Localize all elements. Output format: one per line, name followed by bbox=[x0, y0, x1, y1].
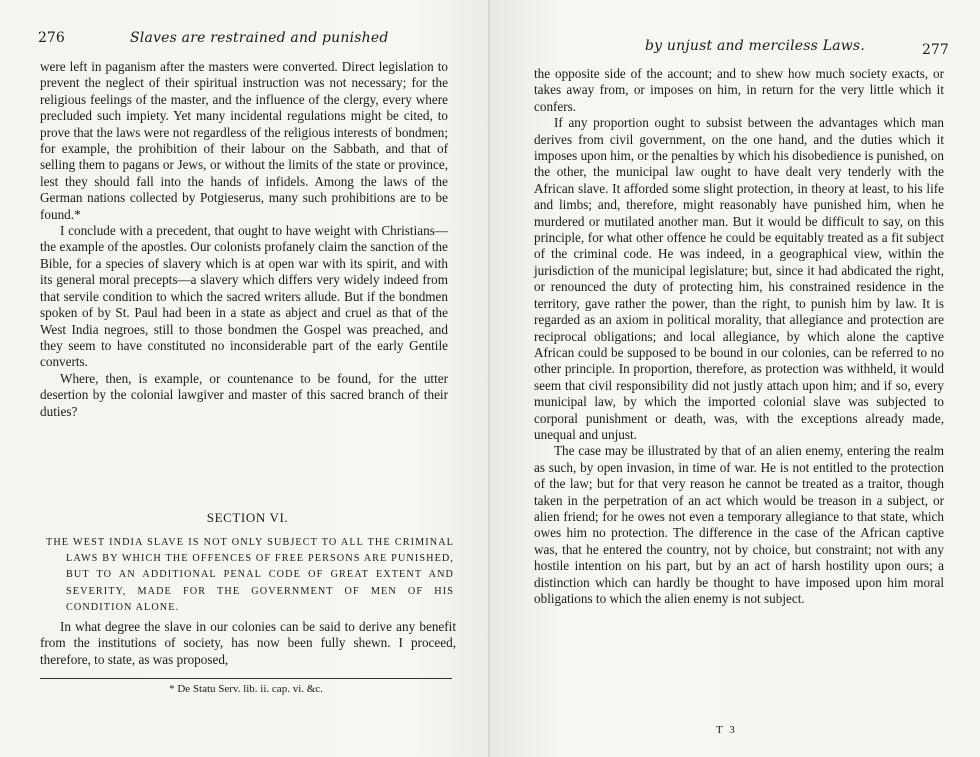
left-page-number: 276 bbox=[38, 30, 65, 46]
left-paragraph: were left in paganism after the masters were converted. Direct legislation to prevent the neglect of their spiritual instruction was not necessary; for the religious feelings of the master, and the influence of the clergy, every where precluded such impiety. Yet many incidental regulations might be cited, to prove that the laws were not regardless of the religious interests of bondmen; for example, the prohibition of their labour on the Sabbath, and that of selling them to pagans or Jews, or without the limits of the state or province, lest they should fall into the hands of infidels. Among the laws of the German nations collected by Potgieserus, many such prohibitions are to be found.* bbox=[40, 59, 448, 222]
right-page bbox=[490, 0, 980, 757]
section-paragraph: In what degree the slave in our colonies can be said to derive any benefit from the institutions of society, has now been fully shewn. I proceed, therefore, to state, as was proposed, bbox=[40, 619, 456, 667]
right-paragraph: The case may be illustrated by that of an alien enemy, entering the realm as such, by open invasion, in time of war. He is not entitled to the protection of the law; but for that very reason he cannot be treated as a traitor, though taken in the perpetration of an act which would be treason in a subject, or alien friend; for he owes not even a temporary allegiance to that state, which owes him no protection. The difference in the case of the African captive was, that he entered the country, not by choice, but constraint; not with any hostile intention on his part, but by an act of harsh hostility upon ours; a distinction which can hardly be thought to have imposed upon him moral obligations to which the alien enemy is not subject. bbox=[534, 443, 944, 606]
section-title: SECTION VI. bbox=[206, 510, 289, 525]
left-paragraph: I conclude with a precedent, that ought to have weight with Christians—the example of the apostles. Our colonists profanely claim the sanction of the Bible, for a species of slavery which is at open war with its spirit, and with its general moral precepts—a slavery which differs very widely indeed from that servile condition to which the sacred writers allude. But if the bondmen spoken of by St. Paul had been in a state as abject and cruel as that of the West India negroes, still to those bondmen the Gospel was preached, and they seem to have constituted no inconsiderable part of the early Gentile converts. bbox=[40, 223, 448, 370]
left-body-text bbox=[40, 59, 448, 420]
left-paragraph: Where, then, is example, or countenance to be found, for the utter desertion by the colonial lawgiver and master of this sacred branch of their duties? bbox=[40, 370, 448, 419]
left-running-head: Slaves are restrained and punished bbox=[130, 30, 389, 46]
right-body-text bbox=[534, 66, 944, 607]
right-paragraph: the opposite side of the account; and to shew how much society exacts, or takes away from, or imposes on him, in return for the very little which it confers. bbox=[534, 66, 944, 114]
section-summary: THE WEST INDIA SLAVE IS NOT ONLY SUBJECT TO ALL THE CRIMINAL LAWS BY WHICH THE OFFENCES OF FREE PERSONS ARE PUNISHED, BUT TO AN ADDITIONAL PENAL CODE OF GREAT EXTENT AND SEVERITY, MADE FOR THE GOVERNMENT OF MEN OF HIS CONDITION ALONE. bbox=[46, 537, 454, 613]
footnote-rule bbox=[40, 678, 452, 679]
right-running-head: by unjust and merciless Laws. bbox=[645, 38, 865, 54]
section-body bbox=[40, 619, 456, 668]
footnote: * De Statu Serv. lib. ii. cap. vi. &c. bbox=[169, 683, 323, 695]
right-paragraph: If any proportion ought to subsist between the advantages which man derives from civil government, on the one hand, and the duties which it imposes upon him, or the penalties by which his disobedience is punished, on the other, the municipal law ought to have dealt very tenderly with the African slave. It afforded some slight protection, in theory at least, to his life and limbs; and, therefore, might reasonably have punished him, when he murdered or mutilated another man. But it would be difficult to say, on this principle, for what other offence he could be equitably treated as a fit subject of the criminal code. He was indeed, in a geographical view, within the jurisdiction of the municipal legislature; but, since it had abdicated the right, or renounced the duty of protecting him, his constrained residence in the territory, gave rather the power, than the right, to punish him by law. It is regarded as an axiom in political morality, that allegiance and protection are reciprocal obligations; and local allegiance, by which alone the captive African could be supposed to be bound in our colonies, can be referred to no other principle. In proportion, therefore, as protection was withheld, it would seem that civil responsibility did not justly attach upon him; and if so, every municipal law, by which the imported colonial slave was subjected to corporal punishment or death, was, with the exceptions already made, unequal and unjust. bbox=[534, 115, 944, 442]
right-page-number: 277 bbox=[922, 42, 949, 58]
signature-mark: T 3 bbox=[716, 724, 737, 736]
